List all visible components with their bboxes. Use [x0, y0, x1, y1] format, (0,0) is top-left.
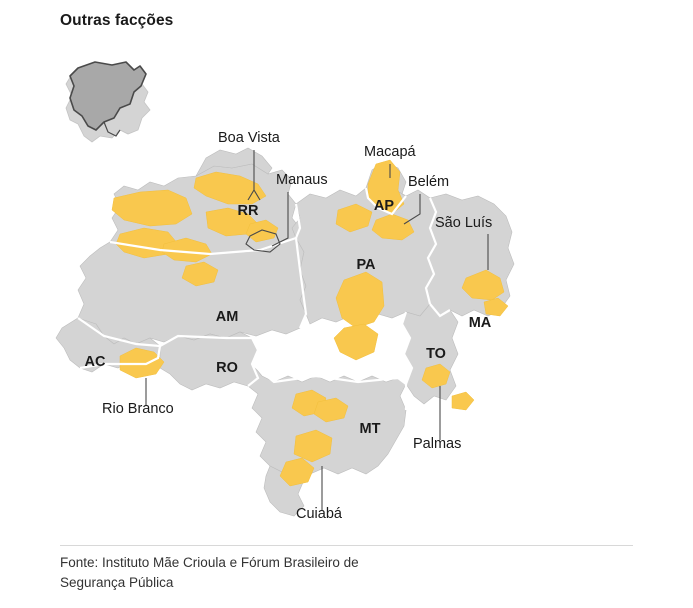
- city-label-boa-vista: Boa Vista: [218, 130, 280, 146]
- city-label-belem: Belém: [408, 174, 450, 190]
- highlight-to-small: [452, 392, 474, 410]
- state-label-ro: RO: [216, 360, 238, 376]
- footer-divider: [60, 545, 633, 546]
- city-label-palmas: Palmas: [413, 436, 462, 452]
- map-container: [0, 38, 693, 543]
- state-label-ma: MA: [468, 315, 492, 331]
- state-label-mt: MT: [359, 421, 381, 437]
- state-label-ap: AP: [373, 198, 395, 214]
- state-shape-rondonia: [160, 332, 258, 390]
- source-line-2: Segurança Pública: [60, 574, 174, 590]
- city-label-cuiaba: Cuiabá: [296, 506, 342, 522]
- state-label-rr: RR: [237, 203, 259, 219]
- city-label-rio-branco: Rio Branco: [102, 401, 174, 417]
- city-label-manaus: Manaus: [276, 172, 328, 188]
- state-shape-maranhao: [426, 194, 514, 316]
- state-label-am: AM: [215, 309, 239, 325]
- state-label-to: TO: [426, 346, 446, 362]
- page-title: Outras facções: [60, 12, 174, 29]
- highlight-pa-south: [334, 324, 378, 360]
- state-label-pa: PA: [356, 257, 376, 273]
- state-label-ac: AC: [84, 354, 106, 370]
- brazil-amazon-map: [0, 38, 693, 543]
- brazil-locator-inset: [66, 62, 150, 142]
- source-line-1: Fonte: Instituto Mãe Crioula e Fórum Brasileiro de: [60, 555, 359, 570]
- city-label-macapa: Macapá: [364, 144, 416, 160]
- source-note: [60, 553, 620, 592]
- city-label-sao-luis: São Luís: [435, 215, 493, 231]
